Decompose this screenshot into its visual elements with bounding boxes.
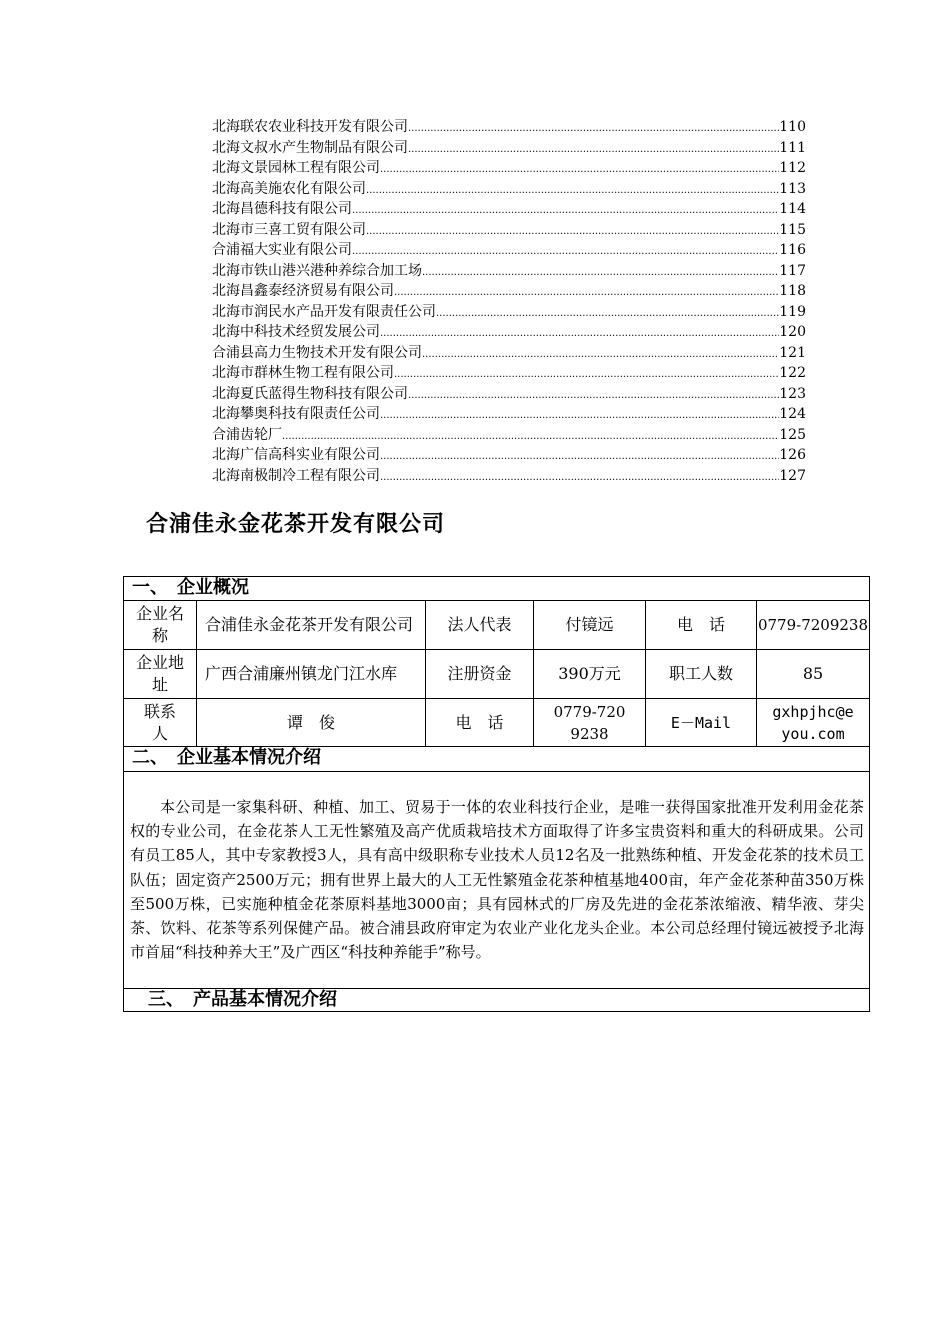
toc-entry-page: 115 xyxy=(779,221,806,238)
toc-leader-dots xyxy=(366,222,779,243)
toc-entry-page: 119 xyxy=(779,303,806,320)
employee-count-label: 职工人数 xyxy=(668,664,733,683)
toc-entry-name: 合浦福大实业有限公司 xyxy=(212,242,352,258)
company-name-label: 企业名称 xyxy=(135,604,184,645)
section-heading-introduction: 二、 企业基本情况介绍 xyxy=(132,747,321,768)
toc-entry-page: 111 xyxy=(779,139,806,156)
toc-entry[interactable] xyxy=(212,404,806,425)
company-address-label: 企业地址 xyxy=(135,653,184,694)
toc-entry-page: 116 xyxy=(779,242,806,258)
toc-leader-dots xyxy=(394,365,779,386)
toc-entry[interactable] xyxy=(212,322,806,343)
toc-entry-page: 113 xyxy=(779,180,806,197)
toc-entry[interactable] xyxy=(212,425,806,446)
legal-rep-label: 法人代表 xyxy=(447,615,512,634)
company-name-value: 合浦佳永金花茶开发有限公司 xyxy=(205,615,414,634)
toc-entry-page: 127 xyxy=(779,467,806,484)
contact-phone-label: 电 话 xyxy=(455,712,504,732)
toc-leader-dots xyxy=(282,427,779,448)
toc-entry-name: 北海中科技术经贸发展公司 xyxy=(212,324,380,340)
toc-entry-page: 112 xyxy=(779,160,806,176)
email-label: E－Mail xyxy=(670,713,732,732)
toc-leader-dots xyxy=(366,181,779,202)
toc-entry[interactable] xyxy=(212,261,806,282)
employee-count-value: 85 xyxy=(802,664,824,683)
contact-phone-value: 0779-7209238 xyxy=(553,702,626,743)
toc-entry[interactable] xyxy=(212,199,806,220)
section-heading-overview: 一、 企业概况 xyxy=(132,577,249,598)
toc-entry-name: 北海南极制冷工程有限公司 xyxy=(212,467,380,484)
toc-entry-name: 北海文景园林工程有限公司 xyxy=(212,160,380,176)
toc-leader-dots xyxy=(380,447,779,468)
toc-entry-name: 北海昌鑫泰经济贸易有限公司 xyxy=(212,283,394,299)
contact-person-value: 谭 俊 xyxy=(286,712,335,732)
toc-entry[interactable] xyxy=(212,445,806,466)
company-address-value: 广西合浦廉州镇龙门江水库 xyxy=(205,664,398,683)
toc-entry-page: 118 xyxy=(779,283,806,299)
toc-leader-dots xyxy=(408,119,779,140)
toc-entry[interactable] xyxy=(212,158,806,179)
toc-entry[interactable] xyxy=(212,466,806,487)
contact-person-label: 联系人 xyxy=(143,701,176,743)
toc-entry-page: 122 xyxy=(779,365,806,381)
toc-leader-dots xyxy=(380,324,779,345)
toc-entry[interactable] xyxy=(212,363,806,384)
toc-entry-name: 北海市润民水产品开发有限责任公司 xyxy=(212,303,436,320)
registered-capital-label: 注册资金 xyxy=(447,664,512,683)
toc-leader-dots xyxy=(408,386,779,407)
toc-entry[interactable] xyxy=(212,240,806,261)
section-heading-products: 三、 产品基本情况介绍 xyxy=(148,989,337,1010)
toc-entry-name: 北海夏氏蓝得生物科技有限公司 xyxy=(212,385,408,402)
table-of-contents xyxy=(212,117,806,486)
toc-entry[interactable] xyxy=(212,179,806,200)
toc-leader-dots xyxy=(352,201,779,222)
toc-leader-dots xyxy=(352,242,779,263)
toc-entry[interactable] xyxy=(212,384,806,405)
company-title: 合浦佳永金花茶开发有限公司 xyxy=(146,512,446,537)
toc-entry-page: 117 xyxy=(779,262,806,279)
toc-leader-dots xyxy=(380,160,779,181)
company-introduction-text: 本公司是一家集科研、种植、加工、贸易于一体的农业科技行企业，是唯一获得国家批准开发利用金花茶权的专业公司，在金花茶人工无性繁殖及高产优质栽培技术方面取得了许多宝贵资料和重大的科研成果。公司有员工85人，其中专家教授3人，具有高中级职称专业技术人员12名及一批熟练种植、开发金花茶的技术员工队伍；固定资产2500万元；拥有世界上最大的人工无性繁殖金花茶种植基地400亩，年产金花茶种苗350万株至500万株，已实施种植金花茶原料基地3000亩；具有园林式的厂房及先进的金花茶浓缩液、精华液、芽尖茶、饮料、花茶等系列保健产品。被合浦县政府审定为农业产业化龙头企业。本公司总经理付镜远被授予北海市首届“科技种养大王”及广西区“科技种养能手”称号。 xyxy=(130,798,864,962)
toc-entry-name: 北海高美施农化有限公司 xyxy=(212,180,366,197)
toc-entry[interactable] xyxy=(212,117,806,138)
toc-entry-name: 北海广信高科实业有限公司 xyxy=(212,447,380,463)
toc-entry-page: 110 xyxy=(779,119,806,135)
toc-leader-dots xyxy=(380,406,779,427)
toc-entry-name: 北海昌德科技有限公司 xyxy=(212,201,352,217)
legal-rep-value: 付镜远 xyxy=(565,615,614,634)
toc-leader-dots xyxy=(436,304,779,325)
email-value[interactable]: gxhpjhc@eyou.com xyxy=(772,702,854,743)
phone-value: 0779-7209238 xyxy=(757,616,869,634)
phone-label: 电 话 xyxy=(676,615,725,634)
toc-leader-dots xyxy=(408,140,779,161)
toc-entry[interactable] xyxy=(212,220,806,241)
toc-entry[interactable] xyxy=(212,281,806,302)
toc-entry-name: 北海市三喜工贸有限公司 xyxy=(212,221,366,238)
toc-leader-dots xyxy=(422,345,779,366)
toc-leader-dots xyxy=(422,263,779,284)
toc-entry-name: 北海攀奥科技有限责任公司 xyxy=(212,406,380,422)
toc-entry[interactable] xyxy=(212,343,806,364)
toc-entry-name: 北海市群林生物工程有限公司 xyxy=(212,365,394,381)
toc-entry-page: 126 xyxy=(779,447,806,463)
toc-leader-dots xyxy=(380,468,779,489)
toc-entry-page: 125 xyxy=(779,426,806,443)
toc-entry-name: 合浦齿轮厂 xyxy=(212,426,282,443)
toc-entry[interactable] xyxy=(212,302,806,323)
toc-entry-page: 114 xyxy=(779,201,806,217)
toc-entry-name: 北海文叔水产生物制品有限公司 xyxy=(212,139,408,156)
toc-entry-page: 123 xyxy=(779,385,806,402)
toc-entry[interactable] xyxy=(212,138,806,159)
toc-leader-dots xyxy=(394,283,779,304)
toc-entry-page: 120 xyxy=(779,324,806,340)
toc-entry-name: 合浦县高力生物技术开发有限公司 xyxy=(212,344,422,361)
toc-entry-page: 124 xyxy=(779,406,806,422)
toc-entry-name: 北海市铁山港兴港种养综合加工场 xyxy=(212,262,422,279)
toc-entry-page: 121 xyxy=(779,344,806,361)
registered-capital-value: 390万元 xyxy=(558,664,621,683)
toc-entry-name: 北海联农农业科技开发有限公司 xyxy=(212,119,408,135)
table-rule xyxy=(123,771,870,772)
